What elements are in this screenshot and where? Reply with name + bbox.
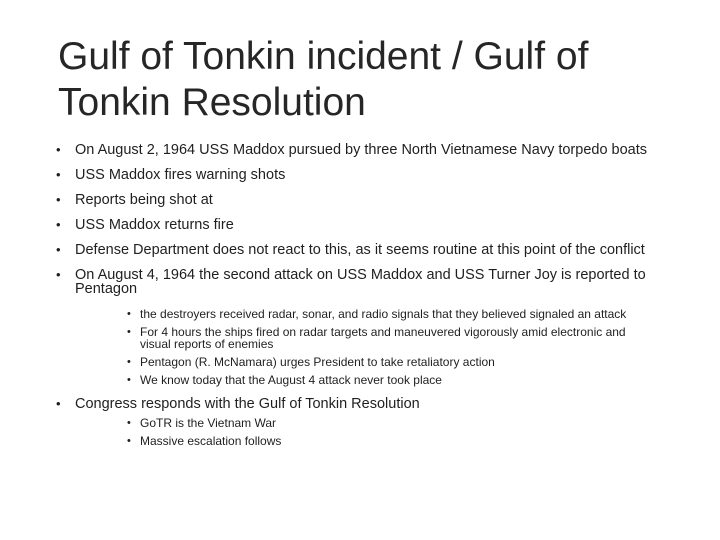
sub-bullet-item: • Pentagon (R. McNamara) urges President to take retaliatory action bbox=[127, 356, 656, 368]
sub-bullet-item: • We know today that the August 4 attack never took place bbox=[127, 374, 656, 386]
bullet-text: On August 4, 1964 the second attack on USS Maddox and USS Turner Joy is reported to Pentagon bbox=[75, 267, 646, 297]
bullet-item: • USS Maddox fires warning shots bbox=[56, 168, 656, 182]
bullet-item-with-subpoints bbox=[56, 268, 656, 386]
sub-bullet-item: • the destroyers received radar, sonar, and radio signals that they believed signaled an attack bbox=[127, 308, 656, 320]
bullet-item: • On August 2, 1964 USS Maddox pursued by three North Vietnamese Navy torpedo boats bbox=[56, 143, 656, 157]
slide-content bbox=[56, 143, 656, 458]
sub-bullet-list bbox=[127, 308, 656, 386]
sub-bullet-item: • For 4 hours the ships fired on radar targets and maneuvered vigorously amid electronic and visual reports of enemies bbox=[127, 326, 656, 350]
sub-bullet-item: • Massive escalation follows bbox=[127, 435, 656, 447]
bullet-item: • Defense Department does not react to this, as it seems routine at this point of the conflict bbox=[56, 243, 656, 257]
bullet-item: • USS Maddox returns fire bbox=[56, 218, 656, 232]
bullet-list bbox=[56, 143, 656, 447]
bullet-item-with-subpoints bbox=[56, 397, 656, 447]
bullet-item: • Reports being shot at bbox=[56, 193, 656, 207]
slide-title: Gulf of Tonkin incident / Gulf of Tonkin Resolution bbox=[58, 35, 589, 124]
bullet-text: Congress responds with the Gulf of Tonkin Resolution bbox=[75, 396, 420, 412]
sub-bullet-item: • GoTR is the Vietnam War bbox=[127, 417, 656, 429]
sub-bullet-list bbox=[127, 417, 656, 447]
